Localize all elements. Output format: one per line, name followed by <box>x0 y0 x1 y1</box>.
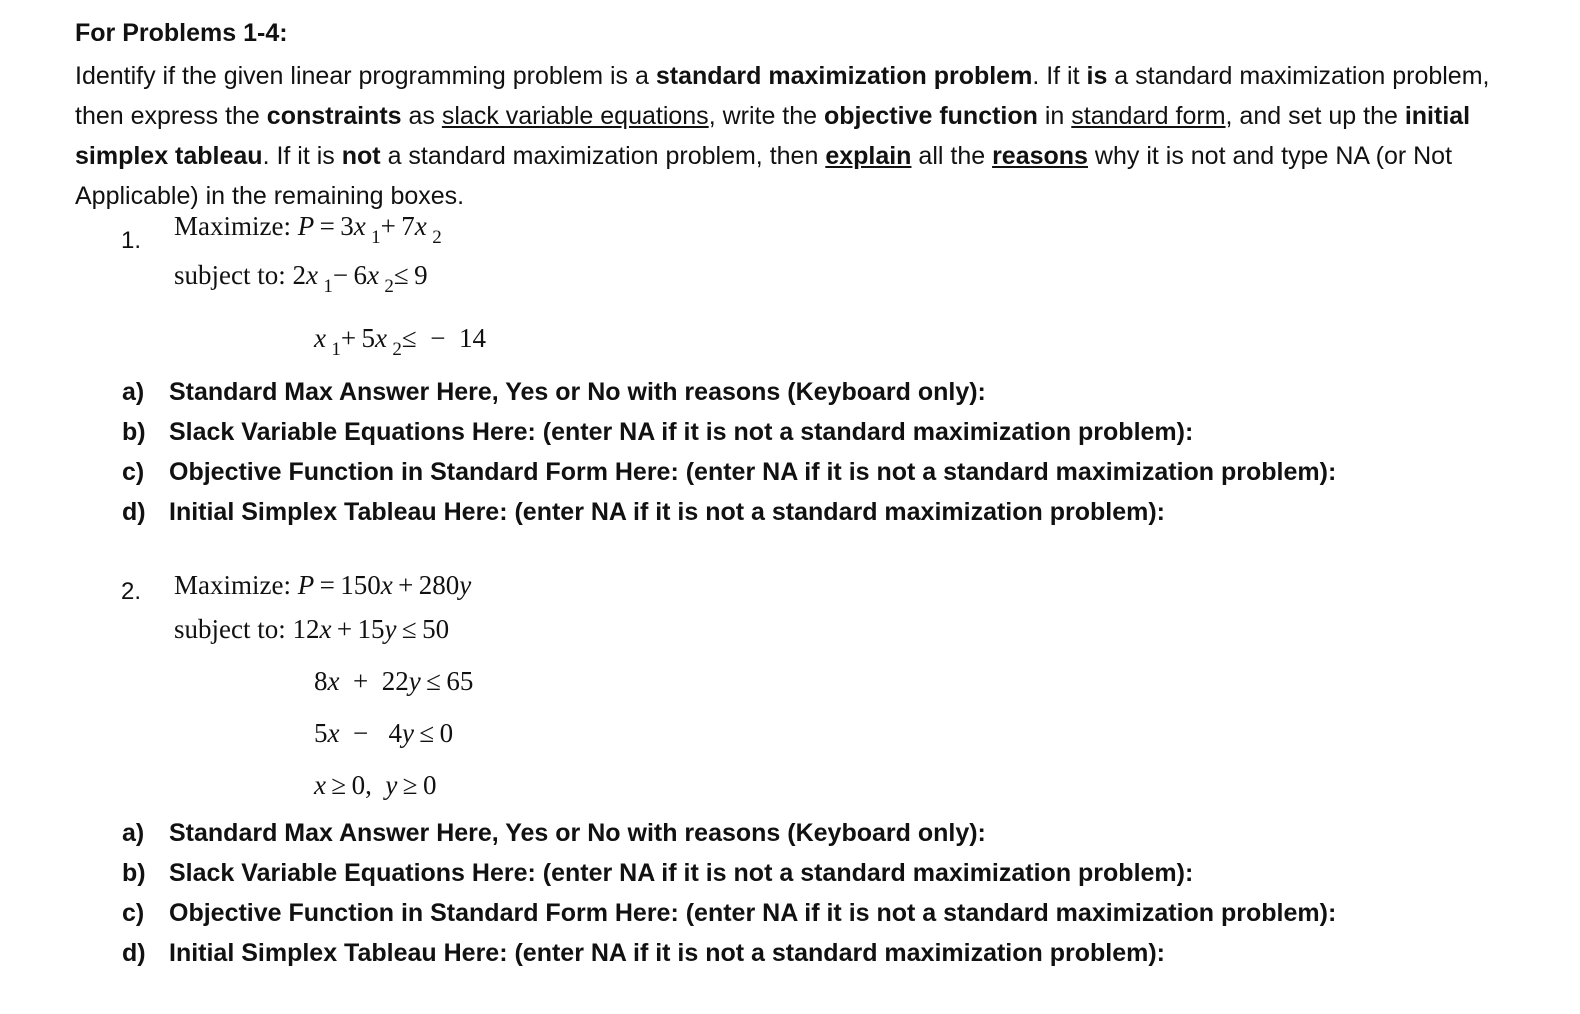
problem-2-constraint-2: 8x + 22y ≤ 65 <box>314 666 474 696</box>
problem-1-objective: Maximize: P = 3x $_1$+ 7x $_2$ <box>174 211 442 248</box>
question-letter: d) <box>122 498 146 526</box>
question-text: Initial Simplex Tableau Here: (enter NA if it is not a standard maximization problem): <box>169 939 1166 967</box>
problem-2-constraint-4: x ≥ 0, y ≥ 0 <box>314 770 437 800</box>
question-letter: b) <box>122 418 146 446</box>
problem-2-number: 2. <box>121 578 142 605</box>
question-text: Slack Variable Equations Here: (enter NA if it is not a standard maximization problem): <box>169 859 1194 887</box>
question-text: Objective Function in Standard Form Here: (enter NA if it is not a standard maximization problem): <box>169 899 1337 927</box>
intro-text: as <box>401 102 442 130</box>
constraints-prefix: subject to: <box>174 614 293 644</box>
question-text: Standard Max Answer Here, Yes or No with reasons (Keyboard only): <box>169 819 986 847</box>
intro-bold-is: is <box>1086 62 1108 90</box>
intro-bold-standard-max: standard maximization problem <box>655 62 1033 90</box>
instructions-paragraph <box>75 56 1515 216</box>
intro-bold-underline-explain: explain <box>825 142 912 170</box>
intro-underline-standard-form: standard form <box>1071 102 1226 130</box>
intro-bold-tableau: initial simplex tableau <box>75 102 1471 170</box>
intro-bold-underline-reasons: reasons <box>992 142 1088 170</box>
intro-text: a standard maximization problem, then <box>380 142 826 170</box>
problem-1-constraint-2: x $_1$+ 5x $_2$≤ − 14 <box>314 323 486 360</box>
question-text: Initial Simplex Tableau Here: (enter NA if it is not a standard maximization problem): <box>169 498 1166 526</box>
question-letter: c) <box>122 458 145 486</box>
question-letter: d) <box>122 939 146 967</box>
question-row-b <box>122 853 1336 893</box>
question-letter: a) <box>122 378 145 406</box>
question-text: Standard Max Answer Here, Yes or No with reasons (Keyboard only): <box>169 378 986 406</box>
problem-1-constraint-1: subject to: 2x $_1$− 6x $_2$≤ 9 <box>174 260 428 297</box>
problem-2-constraint-1: subject to: 12x + 15y ≤ 50 <box>174 614 450 644</box>
constraints-prefix: subject to: <box>174 260 293 290</box>
intro-text: Identify if the given linear programming problem is a <box>75 62 656 90</box>
problem-2-constraint-3: 5x − 4y ≤ 0 <box>314 718 454 748</box>
intro-text: in <box>1037 102 1072 130</box>
question-letter: a) <box>122 819 145 847</box>
question-row-d <box>122 492 1336 532</box>
intro-bold-objective: objective function <box>824 102 1038 130</box>
intro-text: , write the <box>708 102 825 130</box>
question-row-c <box>122 893 1336 933</box>
question-letter: c) <box>122 899 145 927</box>
intro-text: why it is not and type NA (or Not Applicable) in the remaining boxes. <box>75 142 1453 210</box>
intro-bold-not: not <box>341 142 381 170</box>
question-row-c <box>122 452 1336 492</box>
objective-prefix: Maximize: <box>174 211 298 241</box>
problem-2-questions <box>122 813 1336 973</box>
intro-underline-slack: slack variable equations <box>441 102 709 130</box>
question-row-a <box>122 813 1336 853</box>
problem-1-questions <box>122 372 1336 532</box>
intro-bold-constraints: constraints <box>266 102 402 130</box>
objective-prefix: Maximize: <box>174 570 298 600</box>
intro-text: all the <box>911 142 993 170</box>
question-row-d <box>122 933 1336 973</box>
question-text: Objective Function in Standard Form Here: (enter NA if it is not a standard maximization problem): <box>169 458 1337 486</box>
problem-2-objective: Maximize: P = 150x + 280y <box>174 570 472 600</box>
section-heading: For Problems 1-4: <box>75 19 288 47</box>
question-text: Slack Variable Equations Here: (enter NA if it is not a standard maximization problem): <box>169 418 1194 446</box>
question-row-b <box>122 412 1336 452</box>
intro-text: a standard maximization problem, then express the <box>75 62 1490 130</box>
problem-1-number: 1. <box>121 227 142 254</box>
intro-text: . If it is <box>262 142 342 170</box>
intro-text: . If it <box>1032 62 1087 90</box>
intro-text: , and set up the <box>1225 102 1405 130</box>
question-letter: b) <box>122 859 146 887</box>
question-row-a <box>122 372 1336 412</box>
